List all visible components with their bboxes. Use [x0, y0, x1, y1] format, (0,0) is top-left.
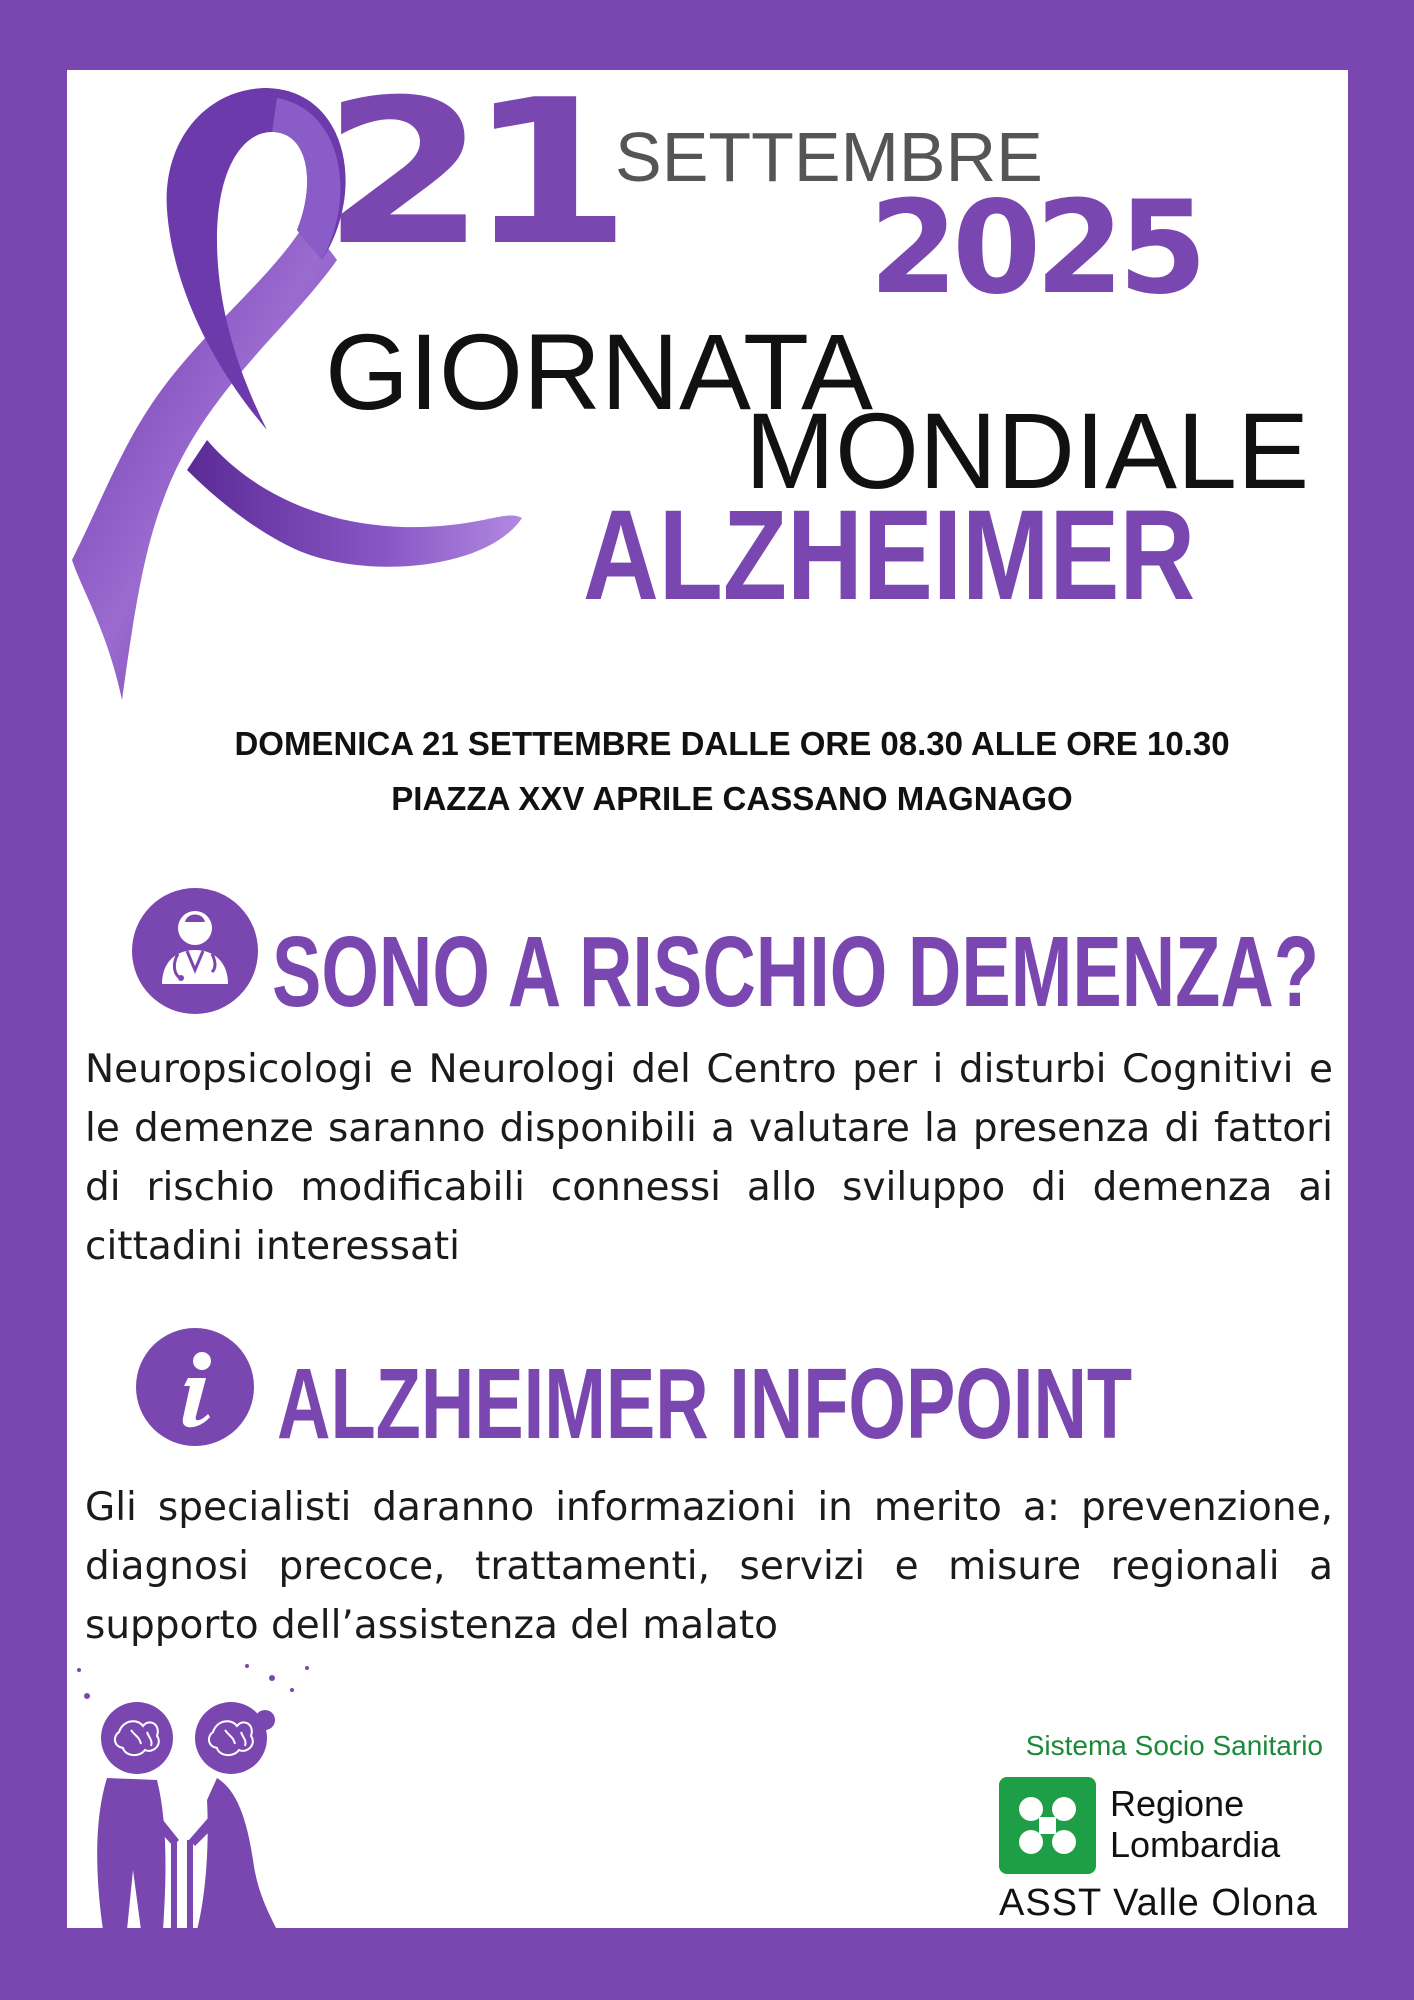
regione-lombardia-label: [1110, 1783, 1280, 1865]
event-datetime: DOMENICA 21 SETTEMBRE DALLE ORE 08.30 ALLE ORE 10.30: [234, 725, 1230, 762]
region-line-1: Regione: [1110, 1783, 1245, 1824]
section-text-risk: Neuropsicologi e Neurologi del Centro per i disturbi Cognitivi e le demenze saranno disponibili a valutare la presenza di fattori di rischio modificabili connessi allo sviluppo di demenza ai cittadini interessati: [85, 1047, 1333, 1269]
title-line-3: ALZHEIMER: [583, 484, 1196, 627]
event-month: SETTEMBRE: [615, 118, 1043, 196]
info-icon: [136, 1328, 254, 1446]
title-line-1: GIORNATA: [325, 311, 874, 432]
section-title-infopoint: ALZHEIMER INFOPOINT: [277, 1348, 1133, 1460]
event-location: PIAZZA XXV APRILE CASSANO MAGNAGO: [391, 780, 1073, 817]
event-year: 2025: [869, 174, 1202, 323]
event-day: 21: [322, 70, 613, 290]
poster: [67, 70, 1348, 1928]
section-title-risk: SONO A RISCHIO DEMENZA?: [272, 916, 1319, 1028]
region-line-2: Lombardia: [1110, 1824, 1281, 1865]
doctor-icon: [132, 888, 258, 1014]
asst-label: ASST Valle Olona: [999, 1882, 1318, 1924]
title-line-2: MONDIALE: [745, 390, 1310, 511]
section-text-infopoint: Gli specialisti daranno informazioni in merito a: prevenzione, diagnosi precoce, trattamenti, servizi e misure regionali a supporto dell’assistenza del malato: [85, 1485, 1333, 1648]
elderly-couple-illustration: [67, 1660, 327, 1928]
health-system-label: Sistema Socio Sanitario: [1025, 1730, 1323, 1761]
regione-lombardia-logo-icon: [999, 1777, 1096, 1874]
